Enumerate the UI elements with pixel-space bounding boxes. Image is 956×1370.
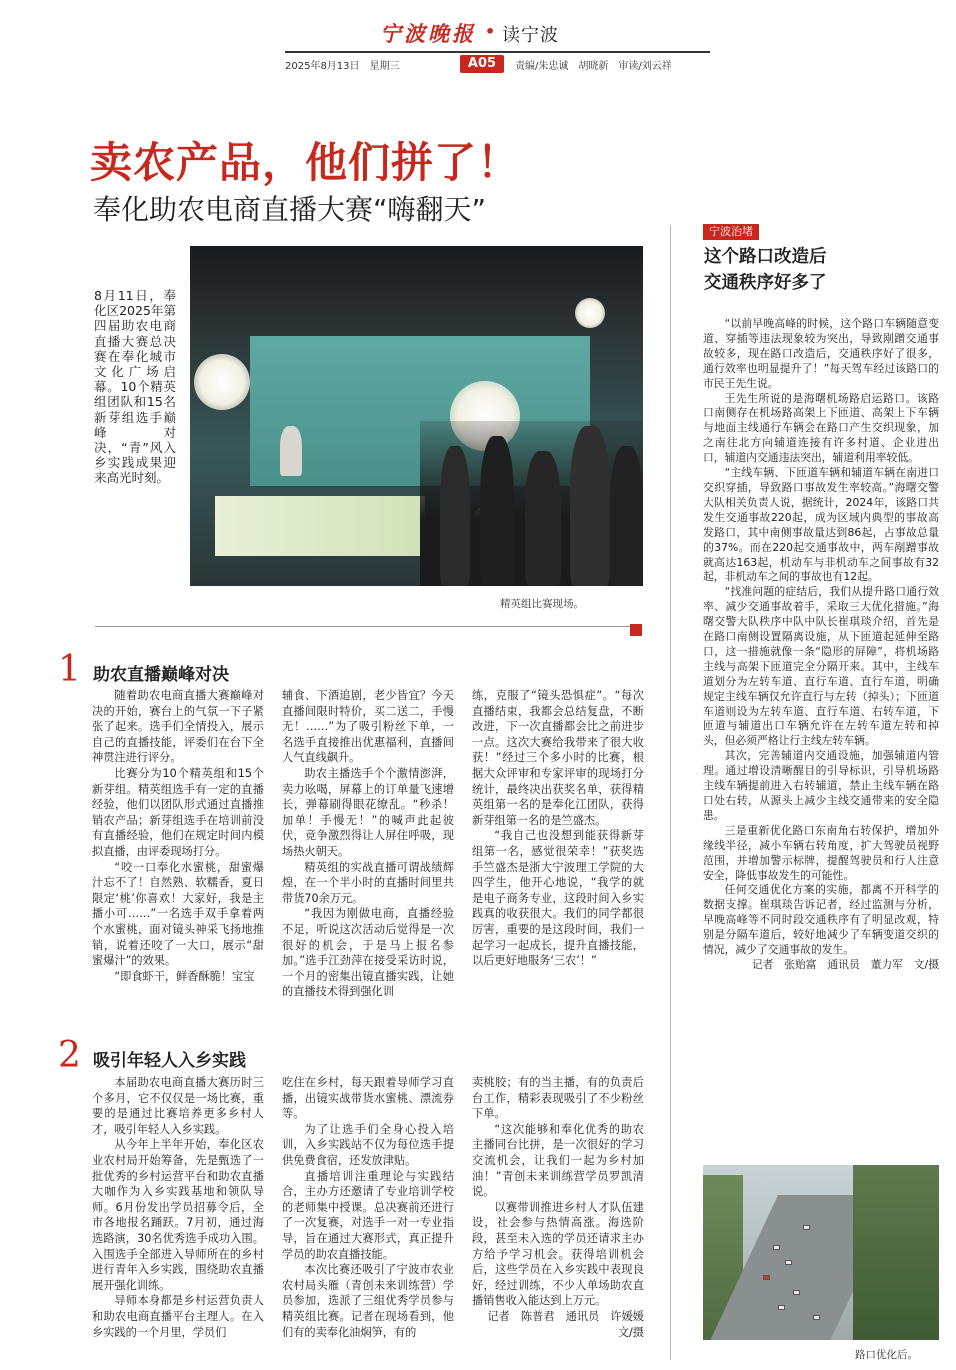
lead-paragraph: 8月11日，奉化区2025年第四届助农电商直播大赛总决赛在奉化城市文化广场启幕。10个精英组团队和15名新芽组选手巅峰对决，“青”风入乡实践成果迎来高光时刻。 xyxy=(94,288,176,486)
photo-caption: 精英组比赛现场。 xyxy=(500,598,584,610)
paragraph: 导师本身都是乡村运营负责人和助农电商直播平台主理人。在入乡实践的一个月里，学员们 xyxy=(92,1294,264,1339)
title-line: 这个路口改造后 xyxy=(704,247,827,267)
paragraph: “主线车辆、下匝道车辆和辅道车辆在南进口交织穿插，导致路口事故发生率较高。”海曙交警大队相关负责人说，据统计，2024年，该路口共发生交通事故220起，成为区域内典型的事故高发路口，其中南侧事故量达到86起，占事故总量的37%。而在220起交通事故中，两车剐蹭事故就高达163起，机动车与非机动车之间事故有32起，非机动车之间的事故也有12起。 xyxy=(703,466,939,584)
paragraph: 本届助农电商直播大赛历时三个多月，它不仅仅是一场比赛，重要的是通过比赛培养更多乡村人才，吸引年轻人入乡实践。 xyxy=(92,1076,264,1136)
paragraph: 助农主播选手个个激情澎湃，卖力吆喝，屏幕上的订单量飞速增长，弹幕刷得眼花缭乱。“秒杀！加单！手慢无！”的喊声此起彼伏，竞争激烈得让人屏住呼吸，现场热火朝天。 xyxy=(282,766,454,858)
paragraph: “这次能够和奉化优秀的助农主播同台比拼，是一次很好的学习交流机会，让我们一起为乡村加油！”青创未来训练营学员罗凯清说。 xyxy=(472,1122,644,1199)
paragraph: “以前早晚高峰的时候，这个路口车辆随意变道、穿插等违法现象较为突出，导致剐蹭交通事故较多，现在路口改造后，交通秩序好了很多，通行效率也明显提升了！”每天驾车经过该路口的市民王先生说。 xyxy=(703,317,939,390)
article-column xyxy=(92,1075,264,1340)
paragraph: 卖桃胶；有的当主播，有的负责后台工作，精彩表现吸引了不少粉丝下单。 xyxy=(472,1076,644,1121)
main-headline: 卖农产品，他们拼了！ xyxy=(90,138,521,187)
newspaper-logo: 宁波晚报 xyxy=(380,21,476,46)
article-column xyxy=(282,688,454,1000)
column-tag: 宁波治堵 xyxy=(703,224,759,240)
photo-caption: 路口优化后。 xyxy=(855,1349,918,1361)
paragraph: 从今年上半年开始，奉化区农业农村局开始筹备，先是甄选了一批优秀的乡村运营平台和助农直播大咖作为入乡实践基地和领队导师。6月份发出学员招募令后，全市各地报名踊跃。7月初，通过海选路演，30名优秀选手成功入围。入围选手全部进入导师所在的乡村进行青年入乡实践，围绕助农直播展开强化训练。 xyxy=(92,1138,264,1292)
paragraph: 为了让选手们全身心投入培训，入乡实践站不仅为每位选手提供免费食宿，还发放津贴。 xyxy=(282,1122,454,1167)
paragraph: “我自己也没想到能获得新芽组第一名，感觉很荣幸！”获奖选手竺盛杰是浙大宁波理工学院的大四学生，他开心地说，“我学的就是电子商务专业，这段时间入乡实践真的收获很大。我们的同学都很厉害，重要的是这段时间，我们一起学习一起成长，提升直播技能，以后更好地服务‘三农’！” xyxy=(472,829,644,968)
paragraph: 任何交通优化方案的实施，都离不开科学的数据支撑。崔琪琰告诉记者，经过监测与分析，早晚高峰等不同时段交通秩序有了明显改观，特别是分隔车道后，较好地减少了车辆变道交织的情况，减少了交通事故的发生。 xyxy=(703,883,939,957)
paragraph: 精英组的实战直播可谓战绩辉煌，在一个半小时的直播时间里共带货70余万元。 xyxy=(282,860,454,905)
byline: 记者 张贻富 通讯员 董力军 文/摄 xyxy=(751,957,939,971)
paragraph: 三是重新优化路口东南角右转保护，增加外缘线半径，减小车辆右转角度，扩大驾驶员视野范围，并增加警示标牌，提醒驾驶员和行人注意安全，降低事故发生的可能性。 xyxy=(703,823,939,882)
article-column xyxy=(472,688,644,969)
section-divider xyxy=(95,626,630,627)
byline: 记者 陈普君 通讯员 许媛媛 文/摄 xyxy=(487,1309,656,1339)
paragraph: 吃住在乡村，每天跟着导师学习直播，出镜实战带货水蜜桃、漂流券等。 xyxy=(282,1076,454,1121)
paragraph: “我因为刚做电商，直播经验不足，听说这次活动后觉得是一次很好的机会，于是马上报名参加。”选手江劲萍在接受采访时说，一个月的密集出镜直播实践，让她的直播技术得到强化训 xyxy=(282,907,454,999)
livestream-contest-photo xyxy=(190,246,643,586)
section-number: 1 xyxy=(58,649,81,690)
road-junction-photo xyxy=(703,1165,939,1340)
section-number: 2 xyxy=(58,1035,81,1076)
article-column xyxy=(92,688,264,984)
sub-headline: 奉化助农电商直播大赛“嗨翻天” xyxy=(93,193,487,226)
paragraph: 随着助农电商直播大赛巅峰对决的开始，赛台上的气氛一下子紧张了起来。选手们全情投入，展示自己的直播技能，评委们在台下全神贯注进行评分。 xyxy=(92,689,264,765)
masthead-separator: • xyxy=(485,22,496,41)
paragraph: 王先生所说的是海曙机场路启运路口。该路口南侧存在机场路高架上下匝道、高架上下车辆与地面主线通行车辆会在路口产生交织现象，加之南往北方向辅道连接有许多村道、企业进出口，辅道内交通违法突出，辅道利用率较低。 xyxy=(703,391,939,465)
paragraph: 其次，完善辅道内交通设施，加强辅道内管理。通过增设清晰醒目的引导标识，引导机场路主线车辆提前进入右转辅道，禁止主线车辆在路口处右转，从源头上减少主线交通带来的安全隐患。 xyxy=(703,749,939,822)
article-column xyxy=(703,317,939,973)
red-square-marker xyxy=(630,624,642,636)
paragraph: “咬一口奉化水蜜桃，甜蜜爆汁忘不了！自然熟、软糯香，夏日限定‘桃’你喜欢！大家好，我是主播小可……”一名选手双手拿着两个水蜜桃，面对镜头神采飞扬地推销，说着还咬了一大口，展示“甜蜜爆汁”的效果。 xyxy=(92,860,264,968)
paragraph: “找准问题的症结后，我们从提升路口通行效率、减少交通事故着手，采取三大优化措施。”海曙交警大队秩序中队中队长崔琪琰介绍，首先是在路口南侧设置隔离设施，从下匝道起延伸至路口，这一措施就像一条“隐形的屏障”，将机场路主线与高架下匝道完全分隔开来。其中，主线车道划分为左转车道、直行车道、直行车道，明确规定主线车辆仅允许直行与左转（掉头）；下匝道车道则设为左转车道、直行车道、右转车道，下匝道与辅道出口车辆允许在左转车道左转和掉头，但必须严格让行主线左转车辆。 xyxy=(703,585,939,748)
paragraph: 以赛带训推进乡村人才队伍建设，社会参与热情高涨。海选阶段，甚至未入选的学员还请求主办方给予学习机会。获得培训机会后，这些学员在入乡实践中表现良好，经过训练，不少人单场助农直播销售收入能达到上万元。 xyxy=(472,1200,644,1308)
paragraph: 辅食、下酒追剧，老少皆宜？今天直播间限时特价，买二送二，手慢无！……”为了吸引粉丝下单，一名选手直接推出优惠福利，直播间人气直线飙升。 xyxy=(282,689,454,765)
issue-date: 2025年8月13日 星期三 xyxy=(285,61,400,72)
paragraph: “即食虾干，鲜香酥脆！宝宝 xyxy=(114,969,255,983)
title-line: 交通秩序好多了 xyxy=(704,273,827,293)
column-divider xyxy=(670,225,671,1360)
paragraph: 比赛分为10个精英组和15个新芽组。精英组选手有一定的直播经验，他们以团队形式通过直播推销农产品；新芽组选手在培训前没有直播经验，他们在规定时间内模拟直播，由评委现场打分。 xyxy=(92,766,264,858)
section-name: 读宁波 xyxy=(502,25,559,46)
section-title: 吸引年轻人入乡实践 xyxy=(93,1051,246,1071)
paragraph: 本次比赛还吸引了宁波市农业农村局头雁（青创未来训练营）学员参加，选派了三组优秀学员参与精英组比赛。记者在现场看到，他们有的卖奉化油焖笋，有的 xyxy=(282,1263,454,1339)
paragraph: 直播培训注重理论与实践结合，主办方还邀请了专业培训学校的老师集中授课。总决赛前还进行了一次复赛，对选手一对一专业指导，旨在通过大赛形式，真正提升学员的助农直播技能。 xyxy=(282,1169,454,1261)
right-article-title xyxy=(704,244,827,296)
header-rule xyxy=(285,51,710,53)
paragraph: 练，克服了“镜头恐惧症”。“每次直播结束，我都会总结复盘，不断改进，下一次直播都会比之前进步一点。这次大赛给我带来了很大收获！”经过三个多小时的比赛，根据大众评审和专家评审的现场打分统计，最终决出获奖名单，获得精英组第一名的是奉化江团队，获得新芽组第一名的是竺盛杰。 xyxy=(472,689,644,827)
section-title: 助农直播巅峰对决 xyxy=(93,665,229,685)
page-number-badge: A05 xyxy=(460,55,504,73)
article-column xyxy=(472,1075,656,1340)
article-column xyxy=(282,1075,454,1340)
editor-credits: 责编/朱忠诚 胡晓新 审读/刘云祥 xyxy=(515,61,672,72)
